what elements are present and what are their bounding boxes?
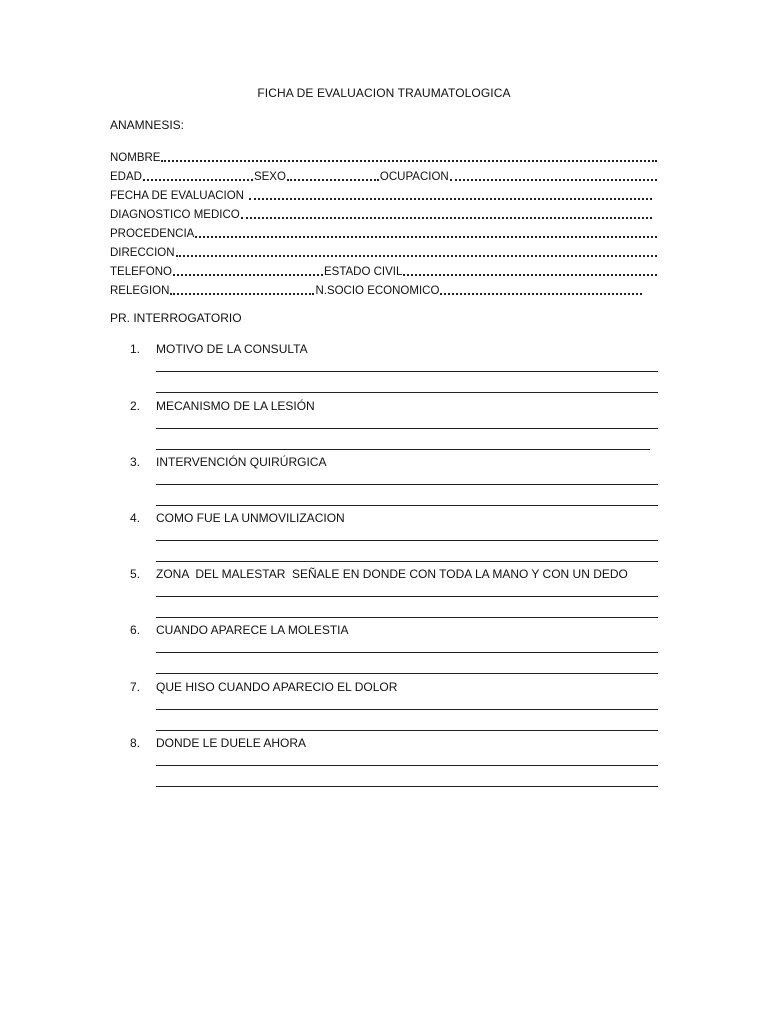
- question-text: MOTIVO DE LA CONSULTA: [156, 342, 308, 356]
- question-number: 4.: [130, 511, 141, 525]
- answer-line[interactable]: [156, 484, 658, 485]
- field-direccion[interactable]: [110, 243, 658, 259]
- fill-line[interactable]: [241, 205, 652, 219]
- anamnesis-heading: ANAMNESIS:: [110, 118, 185, 132]
- field-procedencia[interactable]: [110, 224, 658, 240]
- field-fecha[interactable]: [110, 186, 658, 202]
- answer-line[interactable]: [156, 392, 658, 393]
- fill-line[interactable]: [143, 167, 253, 181]
- answer-line[interactable]: [156, 428, 658, 429]
- answer-line[interactable]: [156, 652, 658, 653]
- field-telefono-estado-civil[interactable]: [110, 262, 658, 278]
- answer-line[interactable]: [156, 617, 658, 618]
- field-label: PROCEDENCIA: [110, 228, 195, 240]
- answer-line[interactable]: [156, 505, 658, 506]
- question-number: 6.: [130, 623, 141, 637]
- field-label: SEXO: [253, 171, 286, 183]
- document-title: FICHA DE EVALUACION TRAUMATOLOGICA: [257, 86, 511, 100]
- fill-line[interactable]: [161, 148, 657, 162]
- fill-line[interactable]: [170, 281, 314, 295]
- answer-line[interactable]: [156, 765, 658, 766]
- question-number: 3.: [130, 455, 141, 469]
- fill-line[interactable]: [403, 262, 657, 276]
- field-label: ESTADO CIVIL: [323, 266, 403, 278]
- field-label: N.SOCIO ECONOMICO: [315, 285, 440, 297]
- question-text: COMO FUE LA UNMOVILIZACION: [156, 511, 345, 525]
- field-label: NOMBRE: [110, 152, 161, 164]
- question-text: INTERVENCIÓN QUIRÚRGICA: [156, 455, 327, 469]
- answer-line[interactable]: [156, 786, 658, 787]
- answer-line[interactable]: [156, 730, 658, 731]
- question-text: DONDE LE DUELE AHORA: [156, 736, 307, 750]
- answer-line[interactable]: [156, 673, 658, 674]
- field-label: EDAD: [110, 171, 142, 183]
- field-label: OCUPACION: [379, 171, 449, 183]
- field-label: DIAGNOSTICO MEDICO: [110, 209, 240, 221]
- fill-line[interactable]: [176, 243, 657, 257]
- answer-line[interactable]: [156, 449, 650, 450]
- fill-line[interactable]: [173, 262, 323, 276]
- answer-line[interactable]: [156, 371, 658, 372]
- fill-line[interactable]: [440, 281, 642, 295]
- question-number: 1.: [130, 342, 141, 356]
- fill-line[interactable]: [287, 167, 379, 181]
- interrogatorio-heading: PR. INTERROGATORIO: [110, 311, 242, 325]
- field-nombre[interactable]: [110, 148, 658, 164]
- field-relegion-socio[interactable]: [110, 281, 650, 297]
- fill-line[interactable]: [195, 224, 657, 238]
- field-edad-sexo-ocupacion[interactable]: [110, 167, 658, 183]
- answer-line[interactable]: [156, 561, 658, 562]
- question-text: ZONA DEL MALESTAR SEÑALE EN DONDE CON TODA LA MANO Y CON UN DEDO: [156, 567, 628, 581]
- question-number: 2.: [130, 399, 141, 413]
- fill-line[interactable]: [249, 186, 652, 200]
- answer-line[interactable]: [156, 540, 658, 541]
- question-number: 8.: [130, 736, 141, 750]
- field-diagnostico[interactable]: [110, 205, 658, 221]
- field-label: DIRECCION: [110, 247, 175, 259]
- question-number: 5.: [130, 567, 141, 581]
- question-text: CUANDO APARECE LA MOLESTIA: [156, 623, 349, 637]
- answer-line[interactable]: [156, 596, 658, 597]
- answer-line[interactable]: [156, 709, 658, 710]
- field-label: TELEFONO: [110, 266, 172, 278]
- question-number: 7.: [130, 680, 141, 694]
- field-label: FECHA DE EVALUACION: [110, 190, 244, 202]
- field-label: RELEGION: [110, 285, 170, 297]
- question-text: QUE HISO CUANDO APARECIO EL DOLOR: [156, 680, 398, 694]
- fill-line[interactable]: [450, 167, 657, 181]
- question-text: MECANISMO DE LA LESIÓN: [156, 399, 315, 413]
